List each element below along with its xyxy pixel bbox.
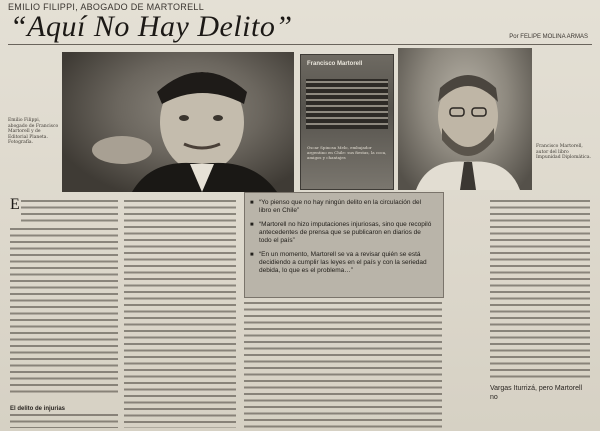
- photo-lawyer: [62, 52, 294, 192]
- book-cover-image: [300, 54, 394, 190]
- caption-right: Francisco Martorell, autor del libro Impunidad Diplomática.: [536, 144, 591, 160]
- subhead-right: Vargas Iturrizá, pero Martorell no: [490, 385, 583, 401]
- header-rule: [8, 44, 592, 45]
- text-column-1: [10, 198, 118, 398]
- article-headline: “Aquí No Hay Delito”: [10, 10, 293, 43]
- pull-quote-item: ■ “Martorell no hizo imputaciones injuriosas, sino que recopiló antecedentes de prensa que se publicaron en diarios de todo el país”: [259, 221, 435, 245]
- book-author: Francisco Martorell: [307, 61, 363, 67]
- text-column-2: [124, 198, 236, 428]
- photo-author: [398, 48, 532, 190]
- subhead-left: El delito de injurias: [10, 406, 66, 412]
- book-title-graphic: [306, 79, 388, 129]
- drop-cap: E: [10, 198, 20, 213]
- text-column-4: [490, 198, 590, 380]
- pull-quote-item: ■ “En un momento, Martorell se va a revisar quién se está decidiendo a cumplir las leyes en el país y con la seriedad debida, lo que es el problema…”: [259, 251, 435, 275]
- text-column-3: [244, 300, 442, 428]
- caption-left: Emilio Filippi, abogado de Francisco Martorell y de Editorial Planeta. Fotografía.: [8, 118, 59, 145]
- article-kicker: EMILIO FILIPPI, ABOGADO DE MARTORELL: [8, 2, 205, 12]
- book-subtitle: Oscar Spinosa Melo, embajador argentino en Chile: sus fiestas, la coca, amigos y chantajes: [307, 145, 387, 160]
- text-block: [21, 198, 118, 224]
- text-block: [10, 412, 118, 428]
- pull-quote-box: [244, 192, 444, 298]
- article-byline: Por FELIPE MOLINA ARMAS: [509, 34, 588, 40]
- text-block: [10, 226, 118, 396]
- pull-quote-item: ■ “Yo pienso que no hay ningún delito en la circulación del libro en Chile”: [259, 199, 435, 215]
